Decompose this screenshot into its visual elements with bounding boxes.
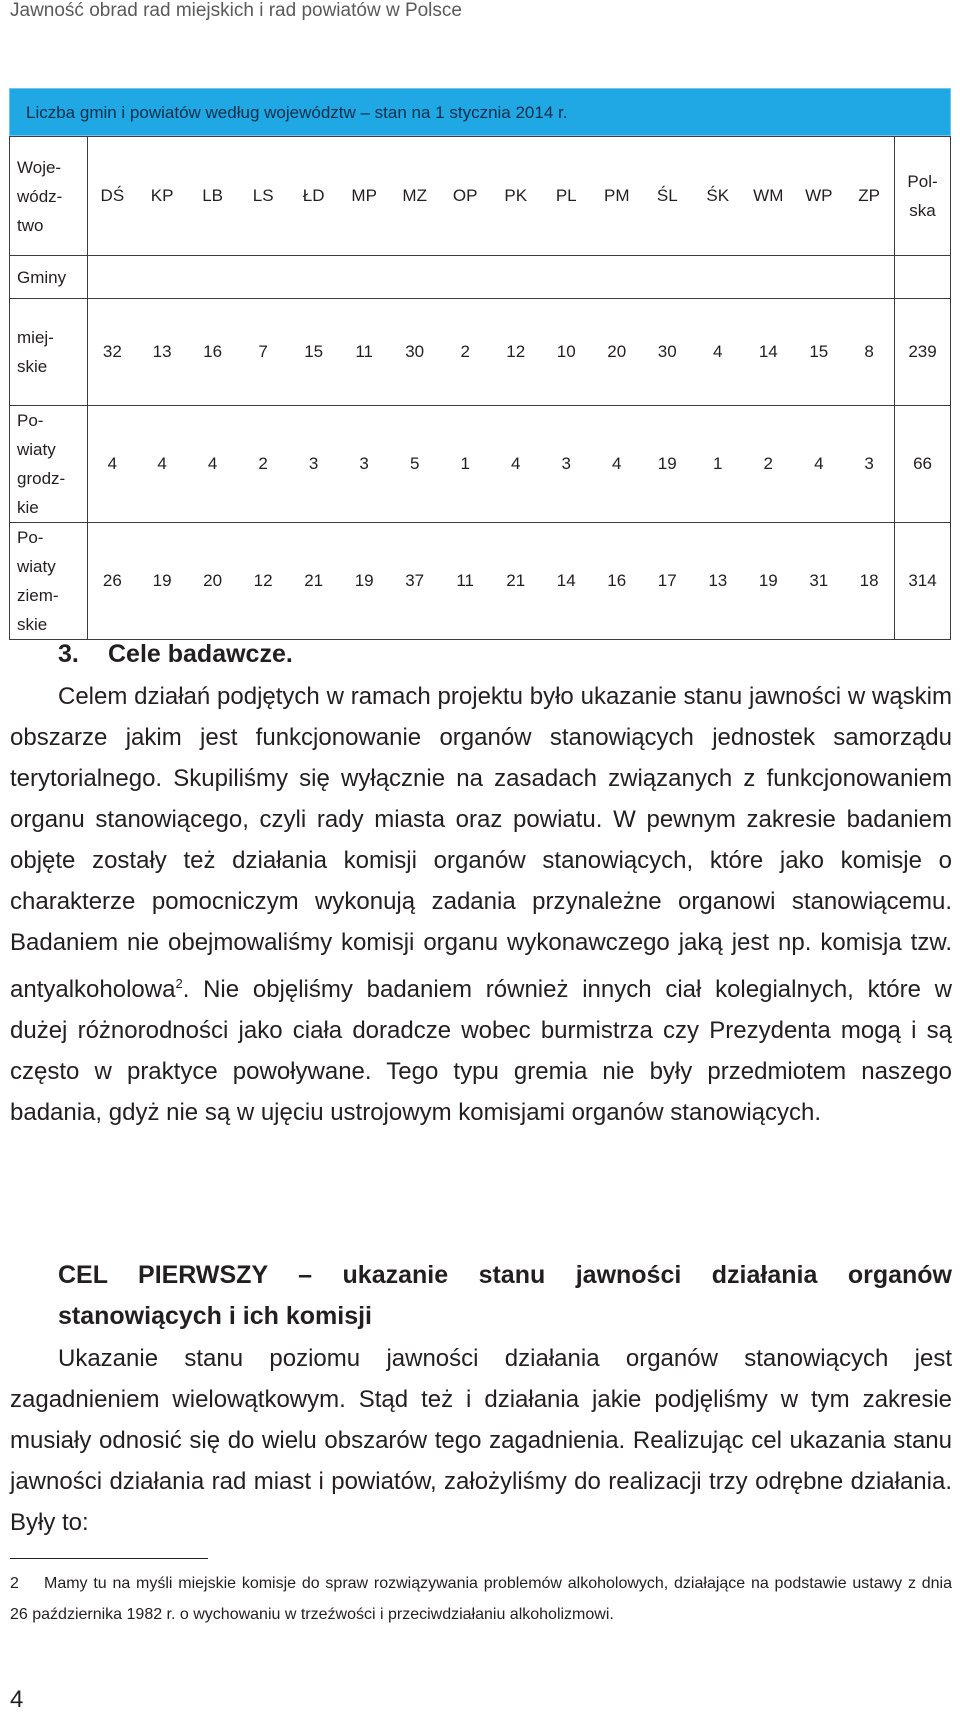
column-header: MP xyxy=(339,137,390,256)
table-cell: 11 xyxy=(456,571,475,590)
cell-line: skie xyxy=(17,615,48,634)
table-cell: 10 xyxy=(541,299,592,406)
table-cell: 18 xyxy=(859,571,879,590)
column-header: MZ xyxy=(389,137,440,256)
empty-cell xyxy=(541,256,592,299)
table-cell: 4 xyxy=(794,406,845,523)
empty-cell xyxy=(238,256,289,299)
table-cell: 30 xyxy=(389,299,440,406)
table-cell: 8 xyxy=(844,299,895,406)
table-caption: Liczba gmin i powiatów według województw – stan na 1 stycznia 2014 r. xyxy=(9,88,951,136)
empty-cell xyxy=(642,256,693,299)
empty-cell xyxy=(87,256,136,299)
cell-line: wiaty xyxy=(17,557,56,576)
table-cell: 19 xyxy=(642,406,693,523)
empty-cell xyxy=(440,256,491,299)
table-cell: 4 xyxy=(591,406,642,523)
table-row xyxy=(10,299,951,406)
paragraph-text: Celem działań podjętych w ramach projektu było ukazanie stanu jawności w wąskim obszarze jakim jest funkcjonowanie organów stanowiących jednostek samorządu terytorialnego. Skupiliśmy się wyłącznie na zasadach związanych z funkcjonowaniem organu stanowiącego, czyli rady miasta oraz powiatu. W pewnym zakresie badaniem objęte zostały też działania komisji organów stanowiących, które jako komisje o charakterze pomocniczym wykonują zadania przynależne organowi stanowiącemu. Badaniem nie obejmowaliśmy komisji organu wykonawczego jaką jest np. komisja tzw. antyalkoholowa xyxy=(10,683,952,1003)
cell-line: skie xyxy=(17,357,48,376)
table-cell: 3 xyxy=(844,406,895,523)
table-section-row xyxy=(10,256,951,299)
table-cell: 3 xyxy=(541,406,592,523)
empty-cell xyxy=(743,256,794,299)
table-cell: 4 xyxy=(137,406,188,523)
column-header: PM xyxy=(591,137,642,256)
table-cell: 31 xyxy=(809,571,829,590)
data-table xyxy=(9,136,951,640)
table-cell: 14 xyxy=(556,571,576,590)
cell-line: Po- xyxy=(17,528,44,547)
table-cell: 3 xyxy=(288,406,339,523)
column-header: ŁD xyxy=(288,137,339,256)
table-cell: 2 xyxy=(743,406,794,523)
table-cell: 2 xyxy=(440,299,491,406)
empty-cell xyxy=(288,256,339,299)
column-header: PL xyxy=(541,137,592,256)
table-cell: 13 xyxy=(137,299,188,406)
row-label xyxy=(10,523,88,640)
empty-cell xyxy=(187,256,238,299)
empty-cell xyxy=(693,256,744,299)
column-header: KP xyxy=(137,137,188,256)
cell-line: miej- xyxy=(17,328,54,347)
table-cell: 7 xyxy=(238,299,289,406)
column-header: LB xyxy=(187,137,238,256)
table-cell: 3 xyxy=(339,406,390,523)
goal-heading: CEL PIERWSZY – ukazanie stanu jawności działania organów stanowiących i ich komisji xyxy=(58,1261,952,1330)
header-region-label xyxy=(10,137,88,256)
table-cell: 5 xyxy=(389,406,440,523)
table-cell: 14 xyxy=(743,299,794,406)
table-cell: 4 xyxy=(490,406,541,523)
row-label xyxy=(10,406,88,523)
cell-line: Po- xyxy=(17,411,44,430)
footnote-divider xyxy=(10,1558,208,1559)
empty-cell xyxy=(591,256,642,299)
table-cell: 19 xyxy=(354,571,374,590)
table-cell: 21 xyxy=(506,571,526,590)
cell-line: two xyxy=(17,215,44,235)
total-cell: 314 xyxy=(895,523,951,640)
column-header: ŚK xyxy=(693,137,744,256)
table-cell: 4 xyxy=(187,406,238,523)
table-row xyxy=(10,406,951,523)
cell-line: Pol- xyxy=(907,172,938,191)
table-cell: 16 xyxy=(187,299,238,406)
cell-line: grodz- xyxy=(17,469,66,488)
total-cell: 66 xyxy=(895,406,951,523)
table-cell: 20 xyxy=(203,571,223,590)
section-number: 3. xyxy=(58,640,79,668)
table-cell: 4 xyxy=(87,406,136,523)
table-cell: 12 xyxy=(253,571,273,590)
table-cell: 1 xyxy=(440,406,491,523)
table-cell: 12 xyxy=(490,299,541,406)
running-head: Jawność obrad rad miejskich i rad powiatów w Polsce xyxy=(10,0,462,21)
table-cell: 15 xyxy=(288,299,339,406)
empty-cell xyxy=(339,256,390,299)
table-cell: 11 xyxy=(339,299,390,406)
footnote xyxy=(10,1568,952,1630)
empty-cell xyxy=(137,256,188,299)
table-cell: 21 xyxy=(304,571,324,590)
table-cell: 1 xyxy=(693,406,744,523)
column-header: OP xyxy=(440,137,491,256)
section-title: Cele badawcze. xyxy=(108,640,293,668)
footnote-reference: 2 xyxy=(175,976,183,991)
empty-cell xyxy=(490,256,541,299)
table-cell: 30 xyxy=(642,299,693,406)
cell-line: Woje- xyxy=(17,157,62,177)
column-header: ZP xyxy=(844,137,895,256)
table-cell: 37 xyxy=(405,571,425,590)
paragraph-text-continued: . Nie objęliśmy badaniem również innych ciał kolegialnych, które w dużej różnorodności jako ciała doradcze wobec burmistrza czy Prezydenta mogą i są często w praktyce powoływane. Tego typu gremia nie były przedmiotem naszego badania, gdyż nie są w ujęciu ustrojowym komisjami organów stanowiących. xyxy=(10,976,952,1126)
cell-line: kie xyxy=(17,498,39,517)
column-header: WM xyxy=(743,137,794,256)
cell-line: wiaty xyxy=(17,440,56,459)
table-header-row xyxy=(10,137,951,256)
footnote-text: Mamy tu na myśli miejskie komisje do spraw rozwiązywania problemów alkoholowych, działające na podstawie ustawy z dnia 26 października 1982 r. o wychowaniu w trzeźwości i przeciwdziałaniu alkoholizmowi. xyxy=(10,1575,952,1623)
column-header: DŚ xyxy=(87,137,136,256)
cell-line: wódz- xyxy=(17,186,63,206)
section-heading xyxy=(58,640,293,669)
table-cell: 15 xyxy=(794,299,845,406)
table-cell: 13 xyxy=(708,571,728,590)
counts-table xyxy=(9,88,951,640)
page-number: 4 xyxy=(10,1686,24,1713)
empty-cell xyxy=(895,256,951,299)
column-header: PK xyxy=(490,137,541,256)
total-cell: 239 xyxy=(895,299,951,406)
footnote-number: 2 xyxy=(10,1575,19,1592)
column-header: ŚL xyxy=(642,137,693,256)
cell-line: ska xyxy=(909,201,936,220)
table-cell: 20 xyxy=(591,299,642,406)
section-label: Gminy xyxy=(10,256,88,299)
goal-paragraph: Ukazanie stanu poziomu jawności działania organów stanowiących jest zagadnieniem wielowątkowym. Stąd też i działania jakie podjęliśmy w tym zakresie musiały odnosić się do wielu obszarów tego zagadnienia. Realizując cel ukazania stanu jawności działania rad miast i powiatów, założyliśmy do realizacji trzy odrębne działania. Były to: xyxy=(10,1345,952,1536)
table-cell: 16 xyxy=(607,571,627,590)
table-cell: 17 xyxy=(657,571,677,590)
table-cell: 2 xyxy=(238,406,289,523)
table-cell: 32 xyxy=(87,299,136,406)
table-row xyxy=(10,523,951,640)
empty-cell xyxy=(389,256,440,299)
table-cell: 4 xyxy=(693,299,744,406)
table-cell: 19 xyxy=(758,571,778,590)
table-cell: 19 xyxy=(152,571,172,590)
cell-line: ziem- xyxy=(17,586,59,605)
column-header: LS xyxy=(238,137,289,256)
row-label xyxy=(10,299,88,406)
empty-cell xyxy=(794,256,845,299)
table-cell: 26 xyxy=(102,571,122,590)
section-paragraph xyxy=(10,676,952,1133)
column-header: WP xyxy=(794,137,845,256)
header-total-label xyxy=(895,137,951,256)
empty-cell xyxy=(844,256,895,299)
